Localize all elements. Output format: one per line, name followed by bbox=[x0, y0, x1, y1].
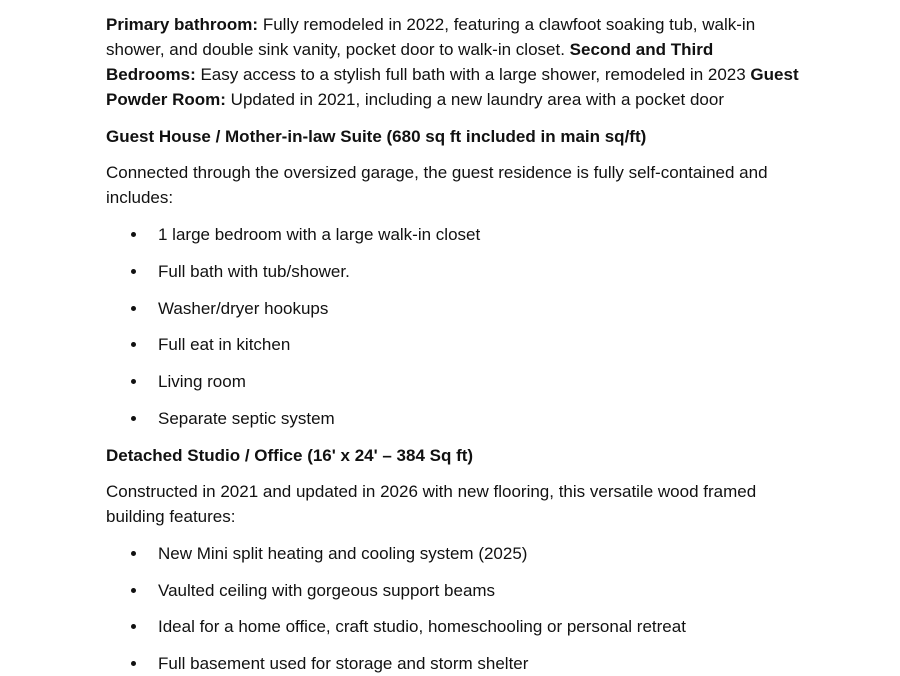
list-item-text: Living room bbox=[158, 372, 246, 391]
list-item-text: Vaulted ceiling with gorgeous support beams bbox=[158, 581, 496, 600]
primary-bathroom-label: Primary bathroom: bbox=[106, 15, 259, 34]
list-item bbox=[106, 578, 806, 603]
list-item bbox=[106, 541, 806, 566]
primary-bathroom-text: Fully remodeled in 2022, featuring a clawfoot soaking tub, walk-in shower, and double sink vanity, pocket door to walk-in closet. bbox=[106, 15, 756, 59]
list-item bbox=[106, 296, 806, 321]
list-item-text: Ideal for a home office, craft studio, homeschooling or personal retreat bbox=[158, 617, 686, 636]
bullet-icon bbox=[131, 379, 136, 384]
studio-heading: Detached Studio / Office (16' x 24' – 384 Sq ft) bbox=[106, 446, 474, 465]
bullet-icon bbox=[131, 269, 136, 274]
studio-intro: Constructed in 2021 and updated in 2026 with new flooring, this versatile wood framed building features: bbox=[106, 482, 757, 526]
bullet-icon bbox=[131, 551, 136, 556]
list-item-text: Full bath with tub/shower. bbox=[158, 262, 350, 281]
bullet-icon bbox=[131, 624, 136, 629]
list-item bbox=[106, 651, 806, 676]
list-item-text: Separate septic system bbox=[158, 409, 335, 428]
list-item bbox=[106, 406, 806, 431]
list-item bbox=[106, 222, 806, 247]
guest-house-heading: Guest House / Mother-in-law Suite (680 sq ft included in main sq/ft) bbox=[106, 127, 647, 146]
list-item bbox=[106, 369, 806, 394]
list-item-text: Full eat in kitchen bbox=[158, 335, 291, 354]
bullet-icon bbox=[131, 416, 136, 421]
list-item-text: New Mini split heating and cooling system (2025) bbox=[158, 544, 528, 563]
list-item bbox=[106, 614, 806, 639]
list-item-text: 1 large bedroom with a large walk-in closet bbox=[158, 225, 481, 244]
bathrooms-paragraph bbox=[106, 12, 806, 112]
list-item-text: Full basement used for storage and storm shelter bbox=[158, 654, 529, 673]
guest-powder-room-label: Guest Powder Room: bbox=[106, 65, 799, 109]
list-item bbox=[106, 259, 806, 284]
guest-powder-room-text: Updated in 2021, including a new laundry area with a pocket door bbox=[225, 90, 724, 109]
second-third-bedrooms-text: Easy access to a stylish full bath with a large shower, remodeled in 2023 bbox=[195, 65, 751, 84]
bullet-icon bbox=[131, 306, 136, 311]
list-item-text: Washer/dryer hookups bbox=[158, 299, 329, 318]
second-third-bedrooms-label: Second and Third Bedrooms: bbox=[106, 40, 714, 84]
guest-house-intro: Connected through the oversized garage, the guest residence is fully self-contained and includes: bbox=[106, 163, 768, 207]
bullet-icon bbox=[131, 232, 136, 237]
list-item bbox=[106, 332, 806, 357]
bullet-icon bbox=[131, 342, 136, 347]
bullet-icon bbox=[131, 661, 136, 666]
bullet-icon bbox=[131, 588, 136, 593]
